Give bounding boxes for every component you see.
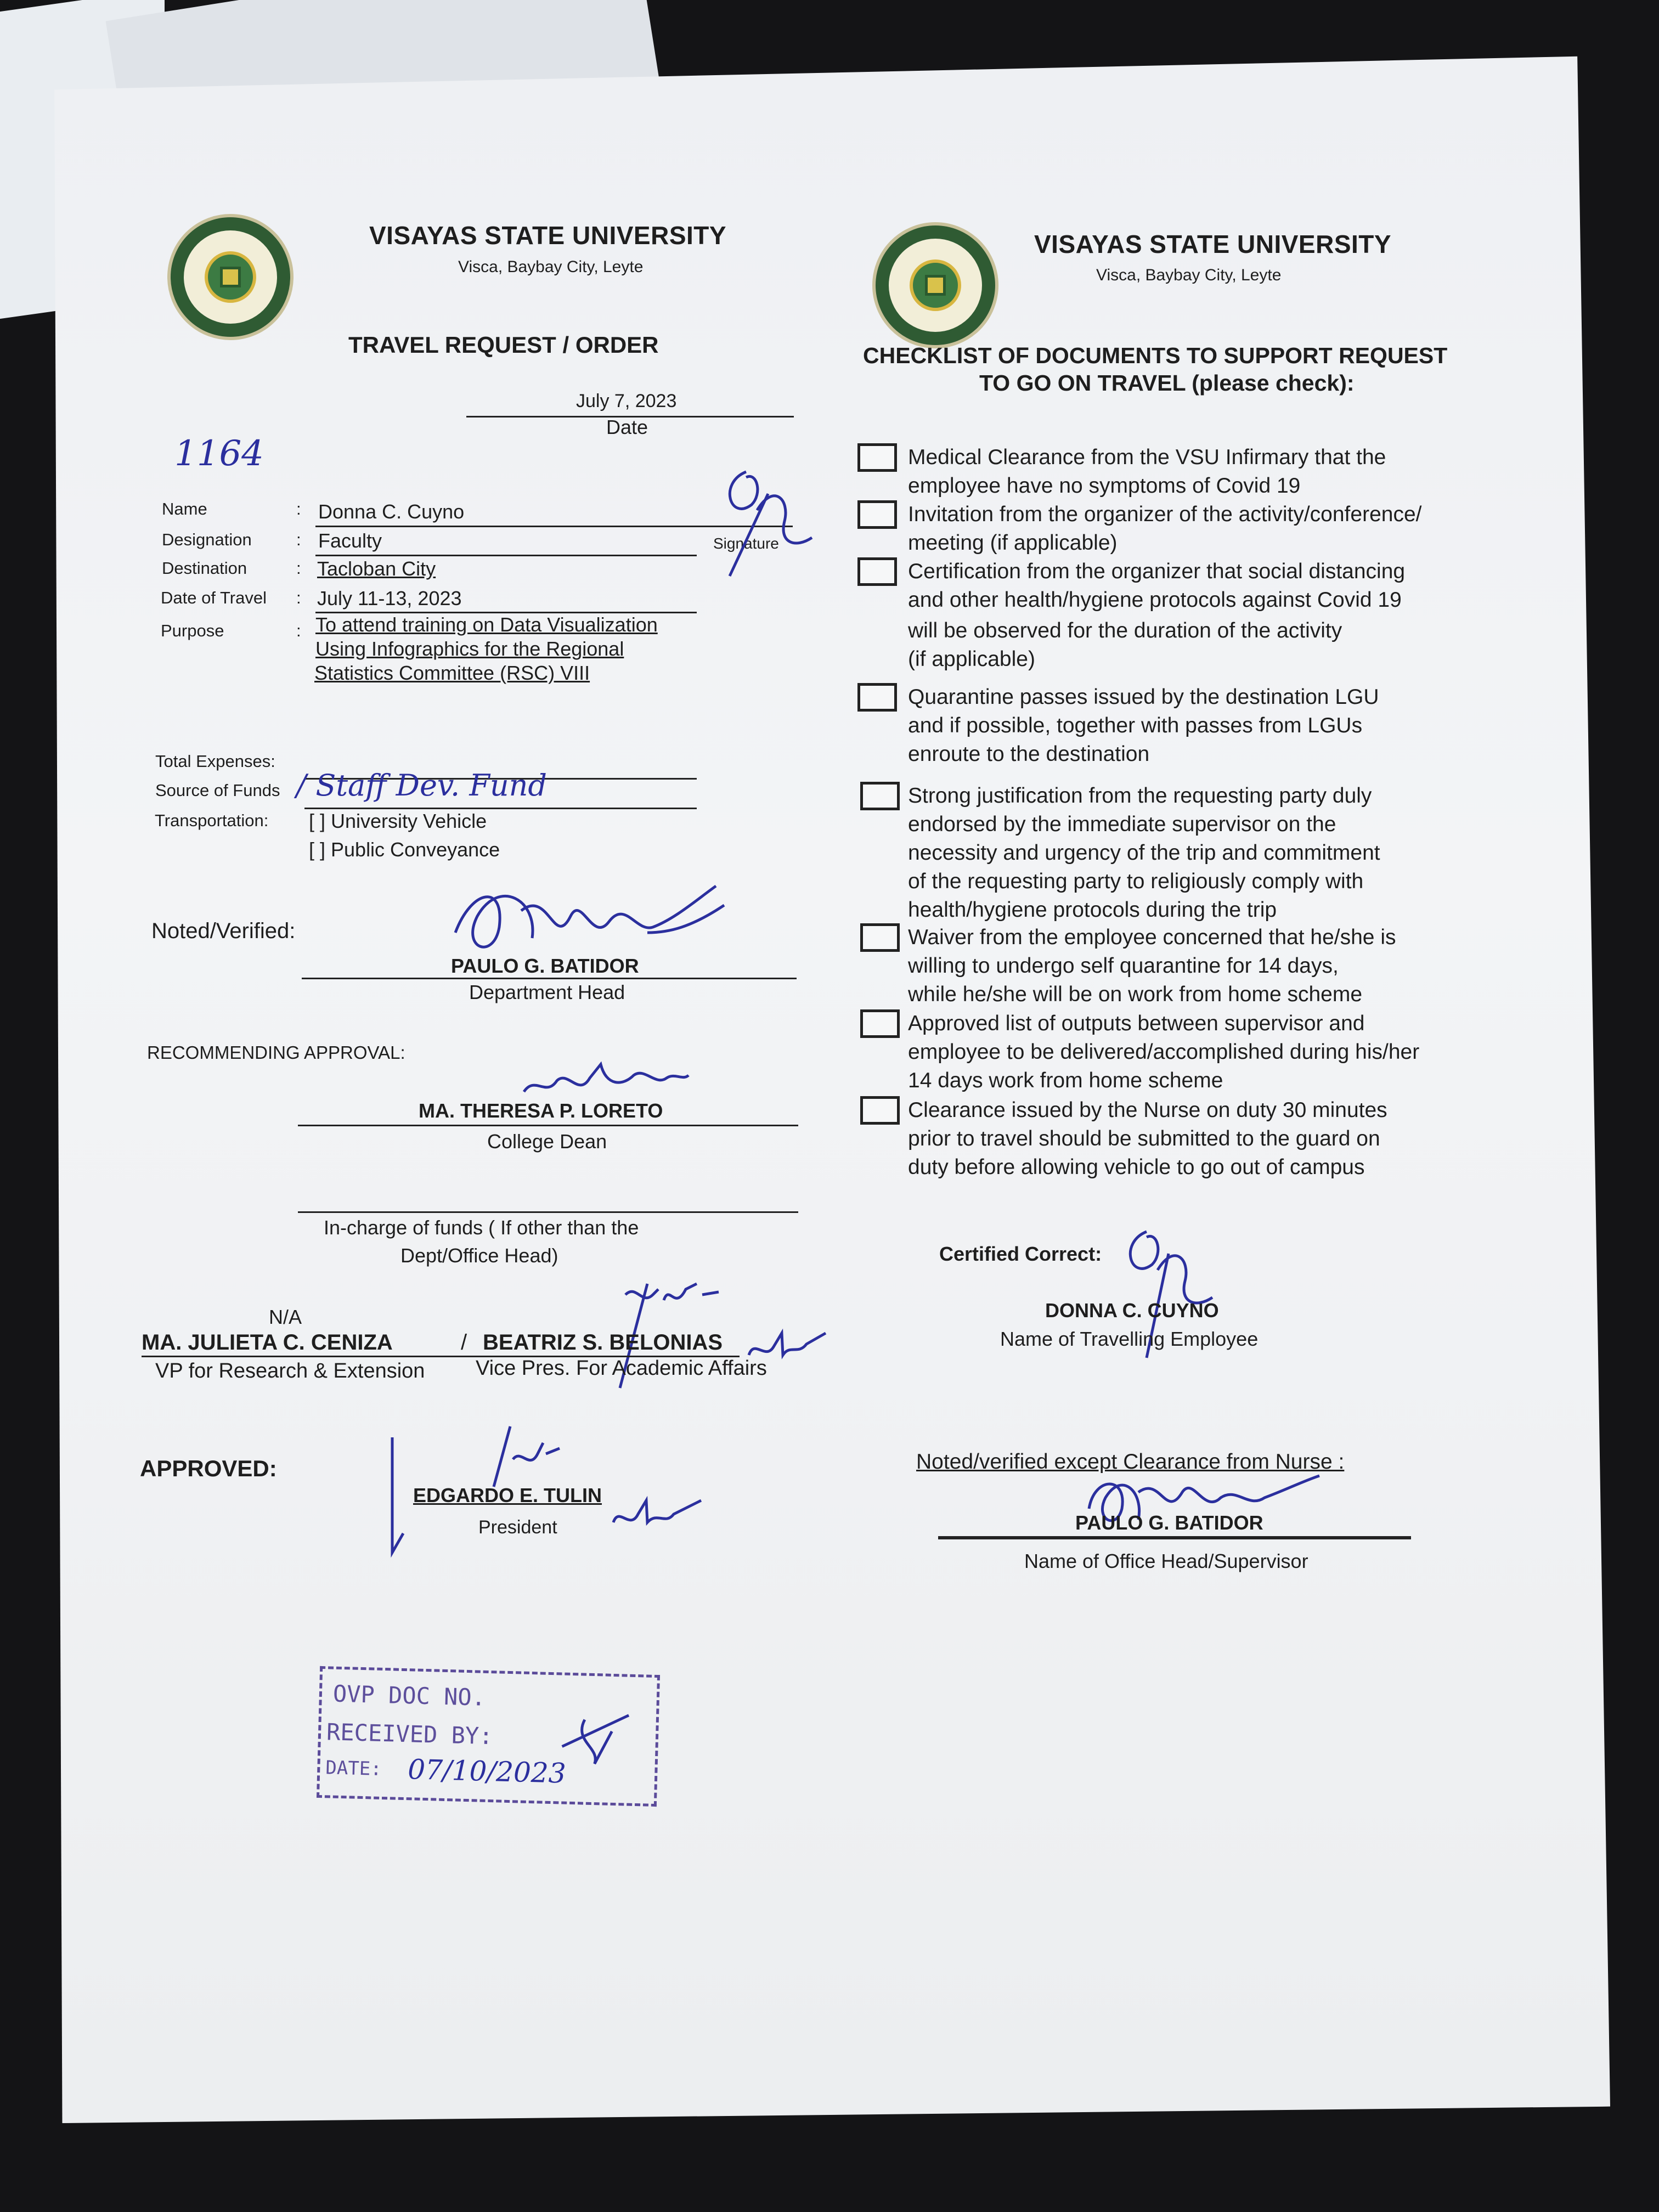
checklist-item-text: Medical Clearance from the VSU Infirmary that the [908, 445, 1386, 469]
checklist-item-text: while he/she will be on work from home scheme [908, 983, 1363, 1006]
checklist-item-text: and other health/hygiene protocols against Covid 19 [908, 588, 1402, 612]
name-colon: : [296, 499, 301, 518]
request-date: July 7, 2023 [576, 391, 677, 411]
stamp-received-date: 07/10/2023 [407, 1753, 567, 1790]
stamp-line-2: RECEIVED BY: [326, 1718, 494, 1750]
checklist-item-text: enroute to the destination [908, 742, 1150, 766]
purpose-label: Purpose [161, 621, 224, 640]
purpose-line-2: Using Infographics for the Regional [315, 637, 624, 660]
transport-option-public-conveyance: [ ] Public Conveyance [309, 838, 500, 861]
checklist-item-text: employee have no symptoms of Covid 19 [908, 474, 1301, 498]
checklist-item-text: Certification from the organizer that social distancing [908, 560, 1406, 583]
checklist-checkbox[interactable] [857, 683, 897, 712]
source-of-funds-line [304, 808, 697, 809]
total-expenses-label: Total Expenses: [155, 752, 275, 771]
checklist-item-text: will be observed for the duration of the activity [908, 619, 1342, 642]
date-of-travel-label: Date of Travel [161, 588, 267, 607]
president-title: President [478, 1517, 557, 1538]
dept-head-title: Department Head [469, 981, 625, 1003]
dean-line [298, 1125, 798, 1126]
destination-label: Destination [162, 558, 247, 578]
vp-academic-title: Vice Pres. For Academic Affairs [476, 1357, 767, 1380]
checklist-item-text: duty before allowing vehicle to go out of campus [908, 1155, 1365, 1179]
handwritten-reference-number: 1164 [174, 433, 264, 474]
noted-verified-label: Noted/Verified: [151, 919, 296, 943]
designation-value: Faculty [318, 529, 382, 552]
incharge-funds-line [298, 1211, 798, 1213]
date-of-travel-value: July 11-13, 2023 [317, 587, 462, 610]
signature-label: Signature [713, 535, 779, 552]
supervisor-name: PAULO G. BATIDOR [1075, 1511, 1263, 1534]
checklist-item-text: Strong justification from the requesting party duly [908, 784, 1372, 808]
designation-line [315, 555, 697, 556]
supervisor-caption: Name of Office Head/Supervisor [1024, 1550, 1308, 1572]
certified-correct-label: Certified Correct: [939, 1243, 1102, 1265]
vp-research-title: VP for Research & Extension [155, 1359, 425, 1383]
incharge-funds-caption-1: In-charge of funds ( If other than the [324, 1216, 639, 1239]
ovp-received-stamp [317, 1666, 660, 1807]
date-label: Date [606, 416, 648, 438]
checklist-checkbox[interactable] [857, 557, 897, 586]
checklist-checkbox[interactable] [860, 1096, 900, 1125]
date-of-travel-colon: : [296, 588, 301, 607]
checklist-item-text: health/hygiene protocols during the trip [908, 898, 1277, 922]
president-name: EDGARDO E. TULIN [413, 1484, 602, 1506]
transport-option-university-vehicle: [ ] University Vehicle [309, 810, 487, 832]
approved-label: APPROVED: [140, 1455, 277, 1481]
checklist-item-text: meeting (if applicable) [908, 531, 1118, 555]
checklist-title-line-2: TO GO ON TRAVEL (please check): [979, 370, 1355, 396]
source-of-funds-label: Source of Funds [155, 781, 280, 800]
purpose-line-3: Statistics Committee (RSC) VIII [314, 662, 590, 684]
checklist-item-text: willing to undergo self quarantine for 14 days, [908, 954, 1339, 978]
purpose-line-1: To attend training on Data Visualization [315, 613, 658, 636]
checklist-item-text: 14 days work from home scheme [908, 1069, 1223, 1092]
name-label: Name [162, 499, 207, 518]
vp-academic-name: BEATRIZ S. BELONIAS [483, 1330, 723, 1355]
checklist-title-line-1: CHECKLIST OF DOCUMENTS TO SUPPORT REQUEST [863, 343, 1448, 368]
checklist-checkbox[interactable] [857, 500, 897, 529]
left-university-address: Visca, Baybay City, Leyte [458, 258, 644, 276]
dept-head-line [302, 978, 797, 979]
checklist-checkbox[interactable] [860, 923, 900, 952]
checklist-checkbox[interactable] [857, 443, 897, 472]
checklist-item-text: of the requesting party to religiously comply with [908, 870, 1364, 893]
applicant-signature [713, 461, 823, 587]
checklist-item-text: Invitation from the organizer of the activity/conference/ [908, 503, 1422, 526]
designation-label: Designation [162, 530, 252, 549]
noted-except-clearance: Noted/verified except Clearance from Nurse : [916, 1450, 1345, 1474]
signatory-separator: / [461, 1330, 467, 1355]
stamp-line-3-label: DATE: [325, 1757, 382, 1780]
employee-caption: Name of Travelling Employee [1000, 1328, 1259, 1350]
left-university-name: VISAYAS STATE UNIVERSITY [369, 221, 727, 250]
checklist-checkbox[interactable] [860, 1009, 900, 1038]
destination-value: Tacloban City [317, 557, 436, 580]
checklist-item-text: Clearance issued by the Nurse on duty 30 minutes [908, 1098, 1387, 1122]
checklist-item-text: prior to travel should be submitted to the guard on [908, 1127, 1380, 1150]
stamp-receiver-signature [551, 1708, 640, 1770]
incharge-funds-caption-2: Dept/Office Head) [400, 1244, 558, 1267]
dept-head-name: PAULO G. BATIDOR [451, 955, 639, 977]
checklist-item-text: Approved list of outputs between supervisor and [908, 1012, 1365, 1035]
university-seal-left [167, 214, 294, 340]
destination-colon: : [296, 558, 301, 578]
supervisor-line [938, 1536, 1411, 1539]
vp-research-name: MA. JULIETA C. CENIZA [142, 1330, 393, 1355]
university-seal-right [872, 222, 998, 348]
na-text: N/A [269, 1306, 302, 1328]
purpose-colon: : [296, 621, 301, 640]
dean-title: College Dean [487, 1130, 607, 1153]
checklist-item-text: (if applicable) [908, 647, 1035, 671]
right-university-address: Visca, Baybay City, Leyte [1096, 266, 1282, 284]
checklist-item-text: Waiver from the employee concerned that he/she is [908, 926, 1396, 949]
source-of-funds-handwritten: / Staff Dev. Fund [296, 768, 547, 803]
checklist-item-text: employee to be delivered/accomplished during his/her [908, 1040, 1420, 1064]
employee-name: DONNA C. CUYNO [1045, 1299, 1219, 1322]
recommending-approval-label: RECOMMENDING APPROVAL: [147, 1042, 405, 1063]
checklist-item-text: endorsed by the immediate supervisor on the [908, 812, 1336, 836]
stamp-line-1: OVP DOC NO. [332, 1680, 486, 1711]
right-university-name: VISAYAS STATE UNIVERSITY [1034, 230, 1392, 258]
travel-request-title: TRAVEL REQUEST / ORDER [348, 332, 659, 358]
dean-name: MA. THERESA P. LORETO [419, 1099, 663, 1122]
name-value: Donna C. Cuyno [318, 500, 465, 523]
checklist-item-text: and if possible, together with passes from LGUs [908, 714, 1363, 737]
transportation-label: Transportation: [155, 811, 269, 830]
checklist-item-text: Quarantine passes issued by the destination LGU [908, 685, 1379, 709]
president-initials [608, 1492, 707, 1536]
designation-colon: : [296, 530, 301, 549]
checklist-item-text: necessity and urgency of the trip and commitment [908, 841, 1380, 865]
checklist-checkbox[interactable] [860, 782, 900, 810]
